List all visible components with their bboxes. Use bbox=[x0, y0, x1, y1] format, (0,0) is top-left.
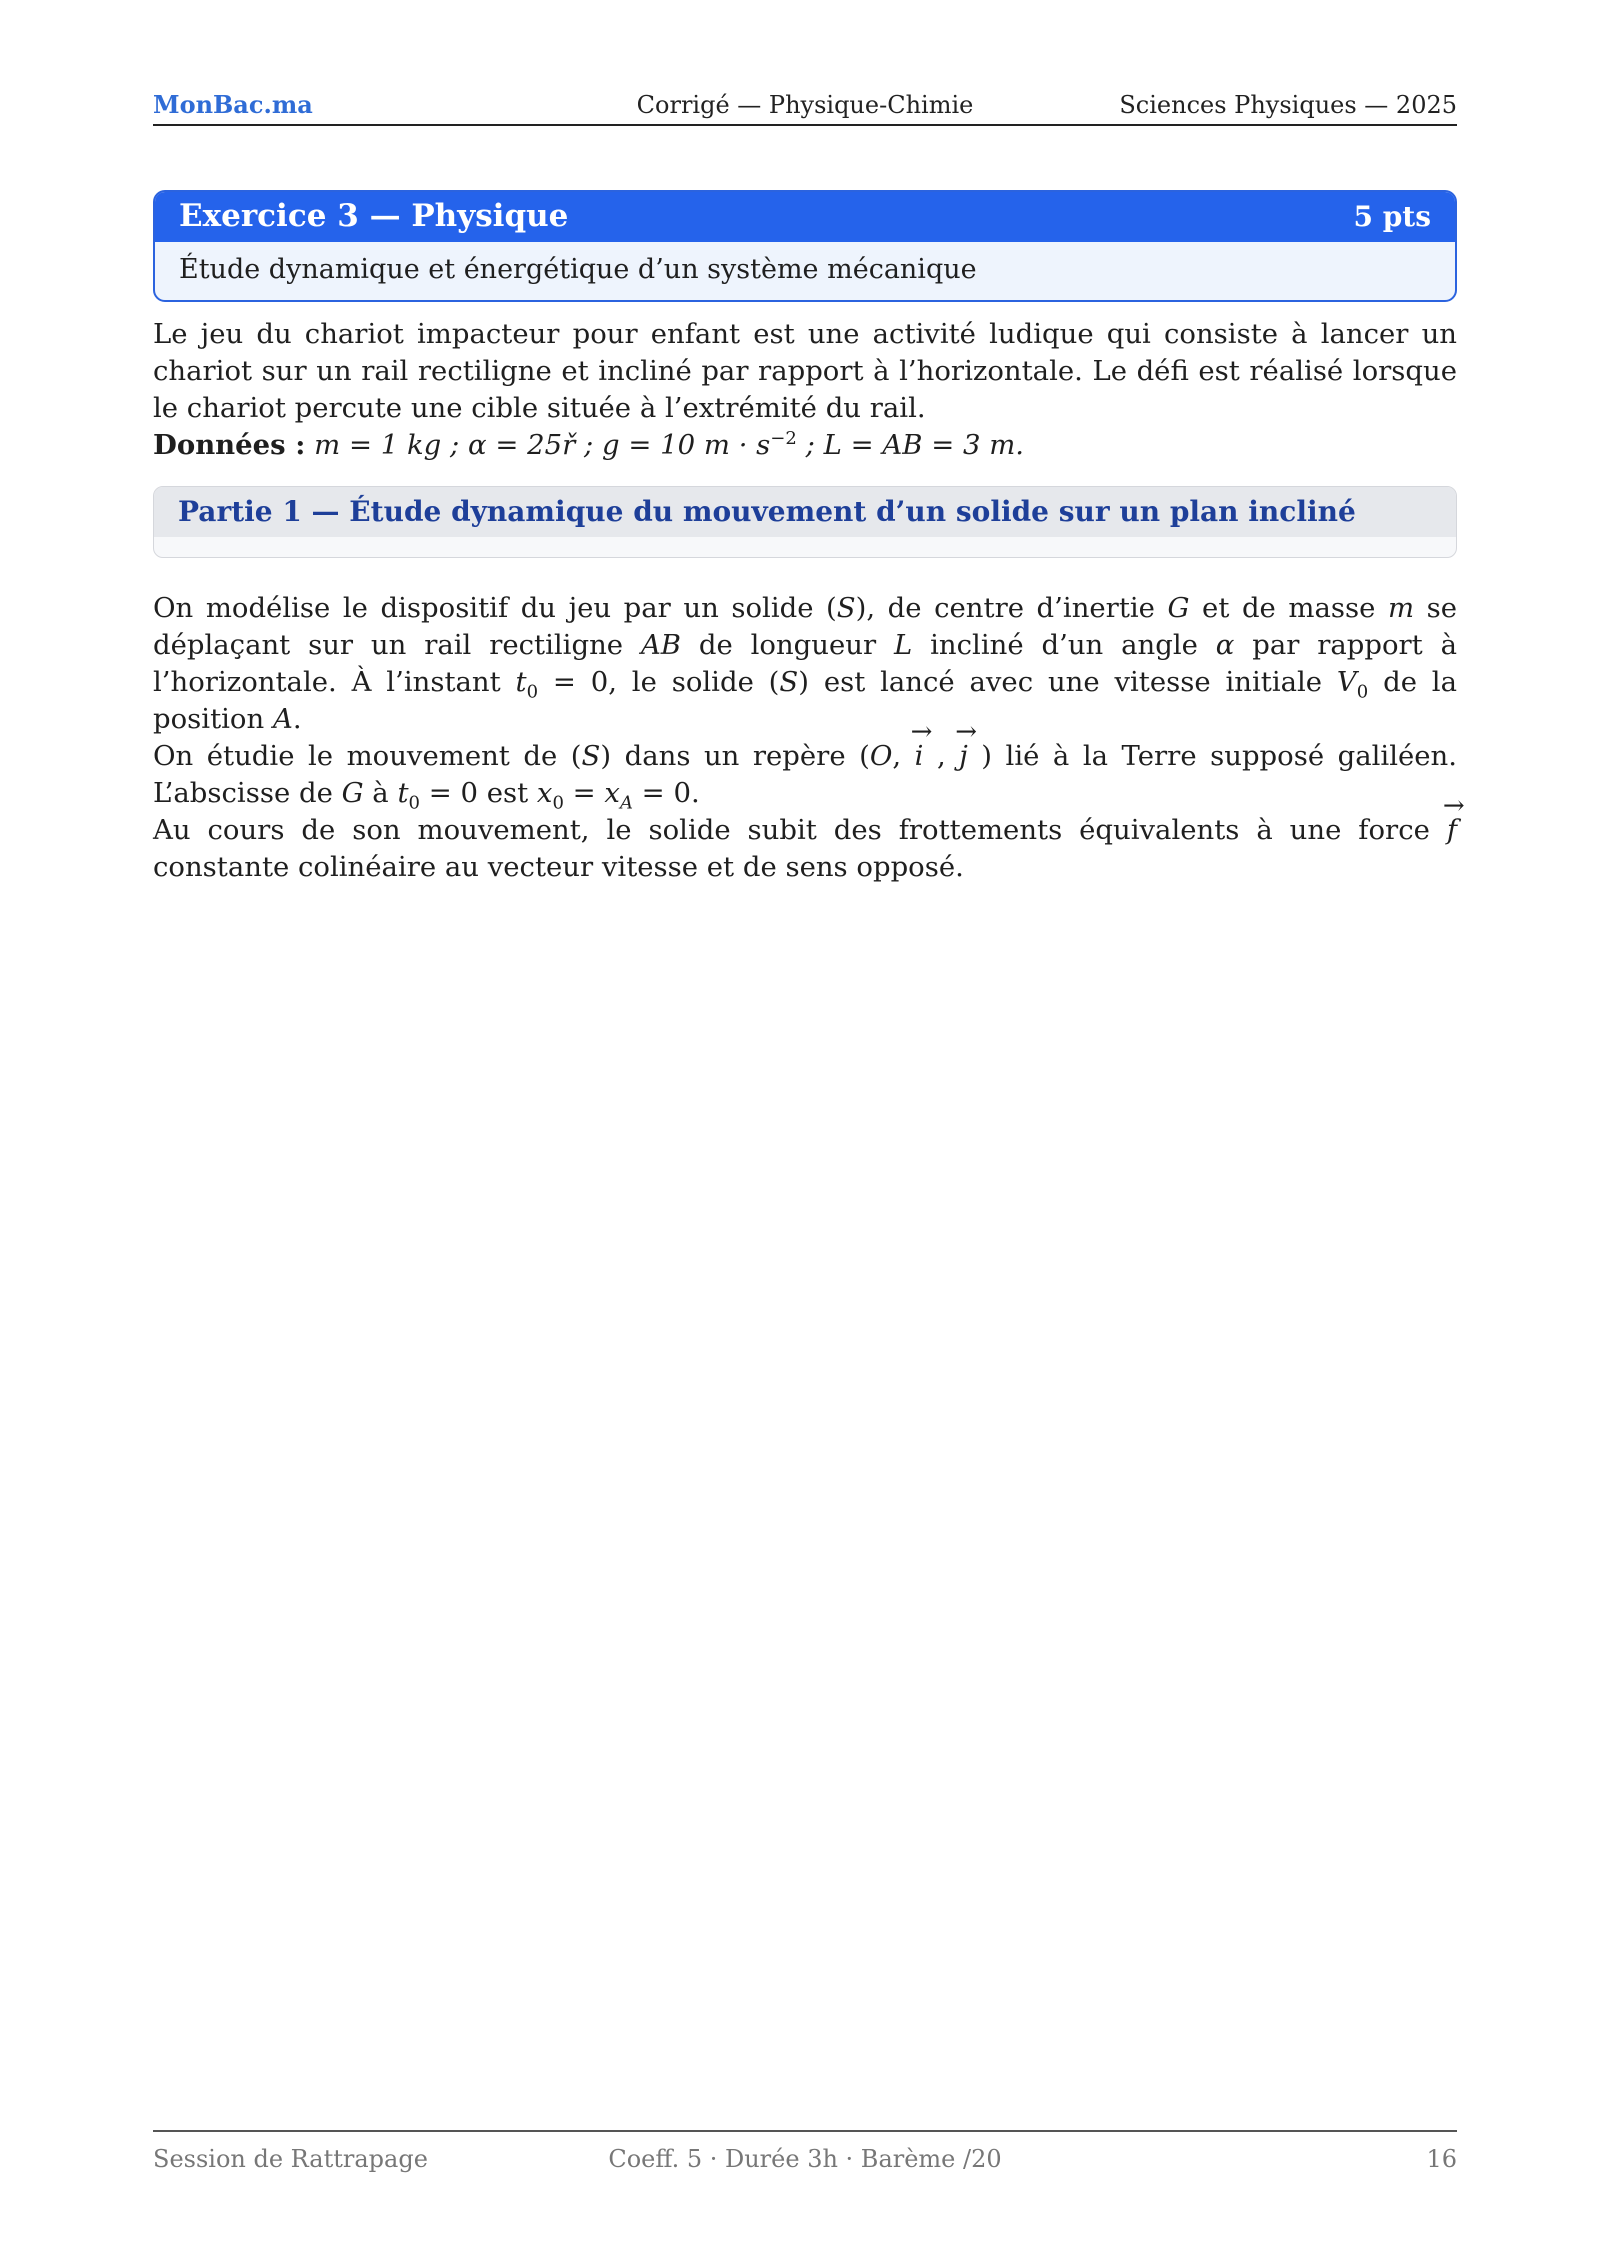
text: , bbox=[923, 740, 960, 772]
data-label: Données : bbox=[153, 429, 306, 461]
text: On modélise le dispositif du jeu par un solide ( bbox=[153, 592, 837, 624]
intro-paragraph bbox=[153, 316, 1457, 464]
text: = 0, le solide ( bbox=[538, 666, 780, 698]
math-sub: 0 bbox=[552, 792, 564, 814]
text: ), de centre d’inertie bbox=[855, 592, 1168, 624]
math-G: G bbox=[1167, 592, 1190, 624]
body-paragraph-1 bbox=[153, 590, 1457, 886]
math-O: O bbox=[869, 740, 893, 772]
text: et de masse bbox=[1189, 592, 1388, 624]
part1-title: Partie 1 — Étude dynamique du mouvement d’un solide sur un plan incliné bbox=[178, 495, 1356, 528]
data-g-exponent: −2 bbox=[770, 427, 797, 449]
math-A: A bbox=[272, 703, 293, 735]
data-length: ; L = AB = 3 m. bbox=[805, 429, 1025, 461]
footer-left: Session de Rattrapage bbox=[153, 2145, 428, 2173]
vector-f: → f bbox=[1447, 812, 1457, 849]
part1-header bbox=[154, 487, 1456, 537]
math-S: S bbox=[581, 740, 601, 772]
data-mass: m = 1 kg ; bbox=[314, 429, 460, 461]
part1-box bbox=[153, 486, 1457, 558]
text: de longueur bbox=[681, 629, 894, 661]
page-footer bbox=[153, 2130, 1457, 2176]
math-m: m bbox=[1387, 592, 1415, 624]
text: = 0. bbox=[632, 777, 700, 809]
text: à bbox=[363, 777, 398, 809]
page-header bbox=[153, 88, 1457, 126]
text: . bbox=[292, 703, 302, 735]
math-V: V bbox=[1336, 666, 1357, 698]
vector-j: → j bbox=[959, 738, 968, 775]
text: constante colinéaire au vecteur vitesse et de sens opposé. bbox=[153, 851, 964, 883]
data-alpha: α = 25ř ; bbox=[468, 429, 594, 461]
text: par rapport à l’horizontale. À l’instant bbox=[153, 629, 1457, 698]
intro-text: Le jeu du chariot impacteur pour enfant est une activité ludique qui consiste à lancer un chariot sur un rail rectiligne et incliné par rapport à l’horizontale. Le défi est réalisé lorsque le chariot percute une cible située à l’extrémité du rail. bbox=[153, 318, 1457, 424]
exercise-box bbox=[153, 190, 1457, 302]
math-x: x bbox=[604, 777, 620, 809]
header-right: Sciences Physiques — 2025 bbox=[1119, 91, 1457, 119]
math-t: t bbox=[397, 777, 409, 809]
header-center: Corrigé — Physique-Chimie bbox=[636, 91, 974, 119]
math-x: x bbox=[536, 777, 553, 809]
text: incliné d’un angle bbox=[912, 629, 1216, 661]
math-t: t bbox=[515, 666, 527, 698]
math-AB: AB bbox=[640, 629, 682, 661]
exercise-header bbox=[155, 192, 1455, 242]
exercise-points: 5 pts bbox=[1353, 200, 1431, 233]
text: se déplaçant sur un rail rectiligne bbox=[153, 592, 1457, 661]
exercise-title: Exercice 3 — Physique bbox=[179, 198, 569, 234]
text: ) est lancé avec une vitesse initiale bbox=[798, 666, 1337, 698]
footer-center: Coeff. 5 · Durée 3h · Barème /20 bbox=[608, 2145, 1002, 2173]
text: ) dans un repère ( bbox=[600, 740, 870, 772]
header-brand[interactable]: MonBac.ma bbox=[153, 90, 313, 119]
math-sub: 0 bbox=[526, 681, 539, 703]
math-G: G bbox=[341, 777, 364, 809]
math-sub: A bbox=[619, 792, 633, 814]
text: = bbox=[563, 777, 605, 809]
vector-i: → i bbox=[915, 738, 924, 775]
math-sub: 0 bbox=[1356, 681, 1369, 703]
text: , bbox=[892, 740, 915, 772]
text: On étudie le mouvement de ( bbox=[153, 740, 582, 772]
math-S: S bbox=[836, 592, 856, 624]
text: de la position bbox=[153, 666, 1457, 735]
page-number: 16 bbox=[1426, 2145, 1457, 2173]
math-S: S bbox=[779, 666, 799, 698]
text: ) lié à la Terre supposé galiléen. L’abscisse de bbox=[153, 740, 1457, 809]
math-L: L bbox=[894, 629, 913, 661]
math-sub: 0 bbox=[408, 792, 420, 814]
math-alpha: α bbox=[1215, 629, 1235, 661]
text: = 0 est bbox=[419, 777, 537, 809]
data-g: g = 10 m · s bbox=[602, 429, 771, 461]
text: Au cours de son mouvement, le solide subit des frottements équivalents à une force bbox=[153, 814, 1447, 846]
exercise-subtitle: Étude dynamique et énergétique d’un système mécanique bbox=[179, 254, 977, 285]
